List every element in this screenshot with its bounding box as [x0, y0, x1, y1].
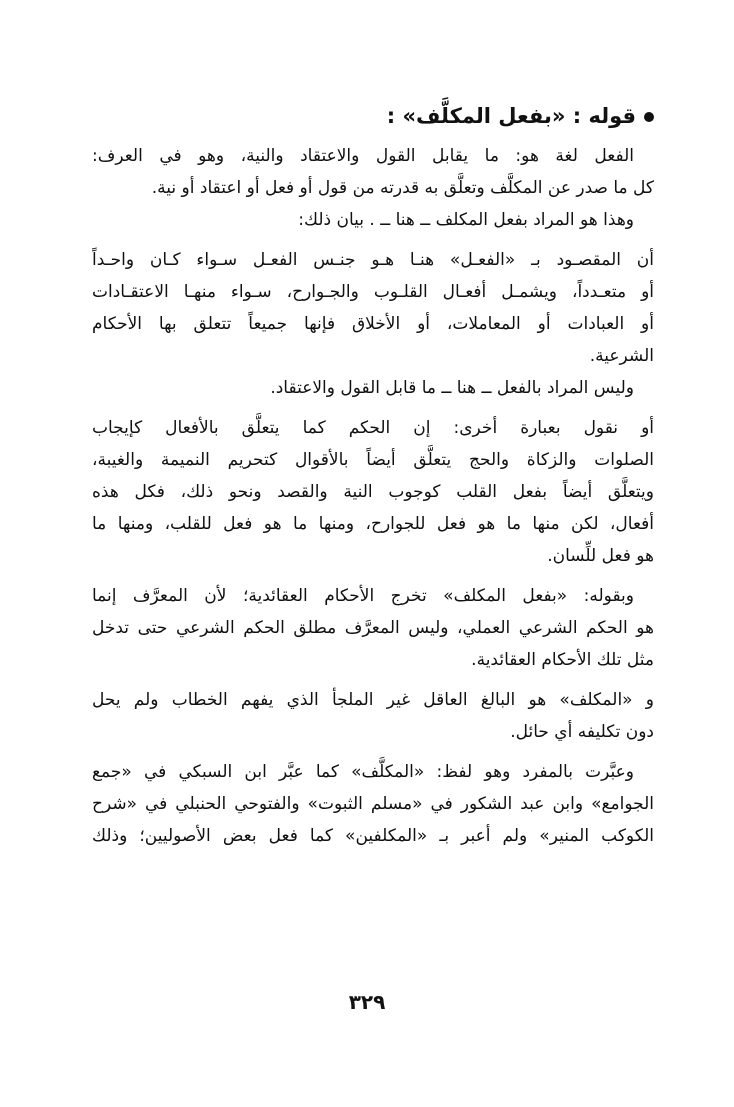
section-heading	[92, 92, 654, 140]
text-line: ويتعلَّق أيضاً بفعل القلب كوجوب النية والقصد ونحو ذلك، فكل هذه	[92, 482, 654, 502]
page-number: ٣٢٩	[348, 990, 386, 1014]
text-line: كل ما صدر عن المكلَّف وتعلَّق به قدرته من قول أو فعل أو اعتقاد أو نية.	[151, 178, 654, 198]
text-line: الكوكب المنير» ولم أعبر بـ «المكلفين» كما فعل بعض الأصوليين؛ وذلك	[92, 826, 654, 846]
text-line: أو العبادات أو المعاملات، أو الأخلاق فإنها جميعاً تتعلق بها الأحكام	[92, 314, 654, 334]
heading-text: قوله : «بفعل المكلَّف» :	[386, 104, 636, 128]
text-line: مثل تلك الأحكام العقائدية.	[471, 650, 654, 670]
text-line: هو فعل للِّسان.	[547, 546, 654, 566]
text-line: وبقوله: «بفعل المكلف» تخرج الأحكام العقائدية؛ لأن المعرَّف إنما	[92, 586, 634, 606]
text-line: و «المكلف» هو البالغ العاقل غير الملجأ الذي يفهم الخطاب ولم يحل	[92, 690, 654, 710]
text-line: أو نقول بعبارة أخرى: إن الحكم كما يتعلَّق بالأفعال كإيجاب	[92, 418, 654, 438]
text-line: هو الحكم الشرعي العملي، وليس المعرَّف مطلق الحكم الشرعي حتى تدخل	[92, 618, 654, 638]
text-line: الصلوات والزكاة والحج يتعلَّق أيضاً بالأقوال كتحريم النميمة والغيبة،	[92, 450, 654, 470]
text-line: دون تكليفه أي حائل.	[510, 722, 654, 742]
text-line: وهذا هو المراد بفعل المكلف ــ هنا ــ . بيان ذلك:	[298, 210, 634, 230]
text-line: أن المقصـود بـ «الفعـل» هنـا هـو جنـس الفعـل سـواء كـان واحـداً	[92, 250, 654, 270]
text-line: أو متعـدداً، ويشمـل أفعـال القلـوب والجـوارح، سـواء منهـا الاعتقـادات	[92, 282, 654, 302]
bullet-icon	[644, 112, 654, 122]
text-line: الشرعية.	[589, 346, 654, 366]
page-body	[92, 92, 654, 852]
text-line: وليس المراد بالفعل ــ هنا ــ ما قابل القول والاعتقاد.	[270, 378, 634, 398]
text-line: الفعل لغة هو: ما يقابل القول والاعتقاد والنية، وهو في العرف:	[92, 146, 634, 166]
text-line: أفعال، لكن منها ما هو فعل للجوارح، ومنها ما هو فعل للقلب، ومنها ما	[92, 514, 654, 534]
text-line: وعبَّرت بالمفرد وهو لفظ: «المكلَّف» كما عبَّر ابن السبكي في «جمع	[92, 762, 634, 782]
text-line: الجوامع» وابن عبد الشكور في «مسلم الثبوت» والفتوحي الحنبلي في «شرح	[92, 794, 654, 814]
